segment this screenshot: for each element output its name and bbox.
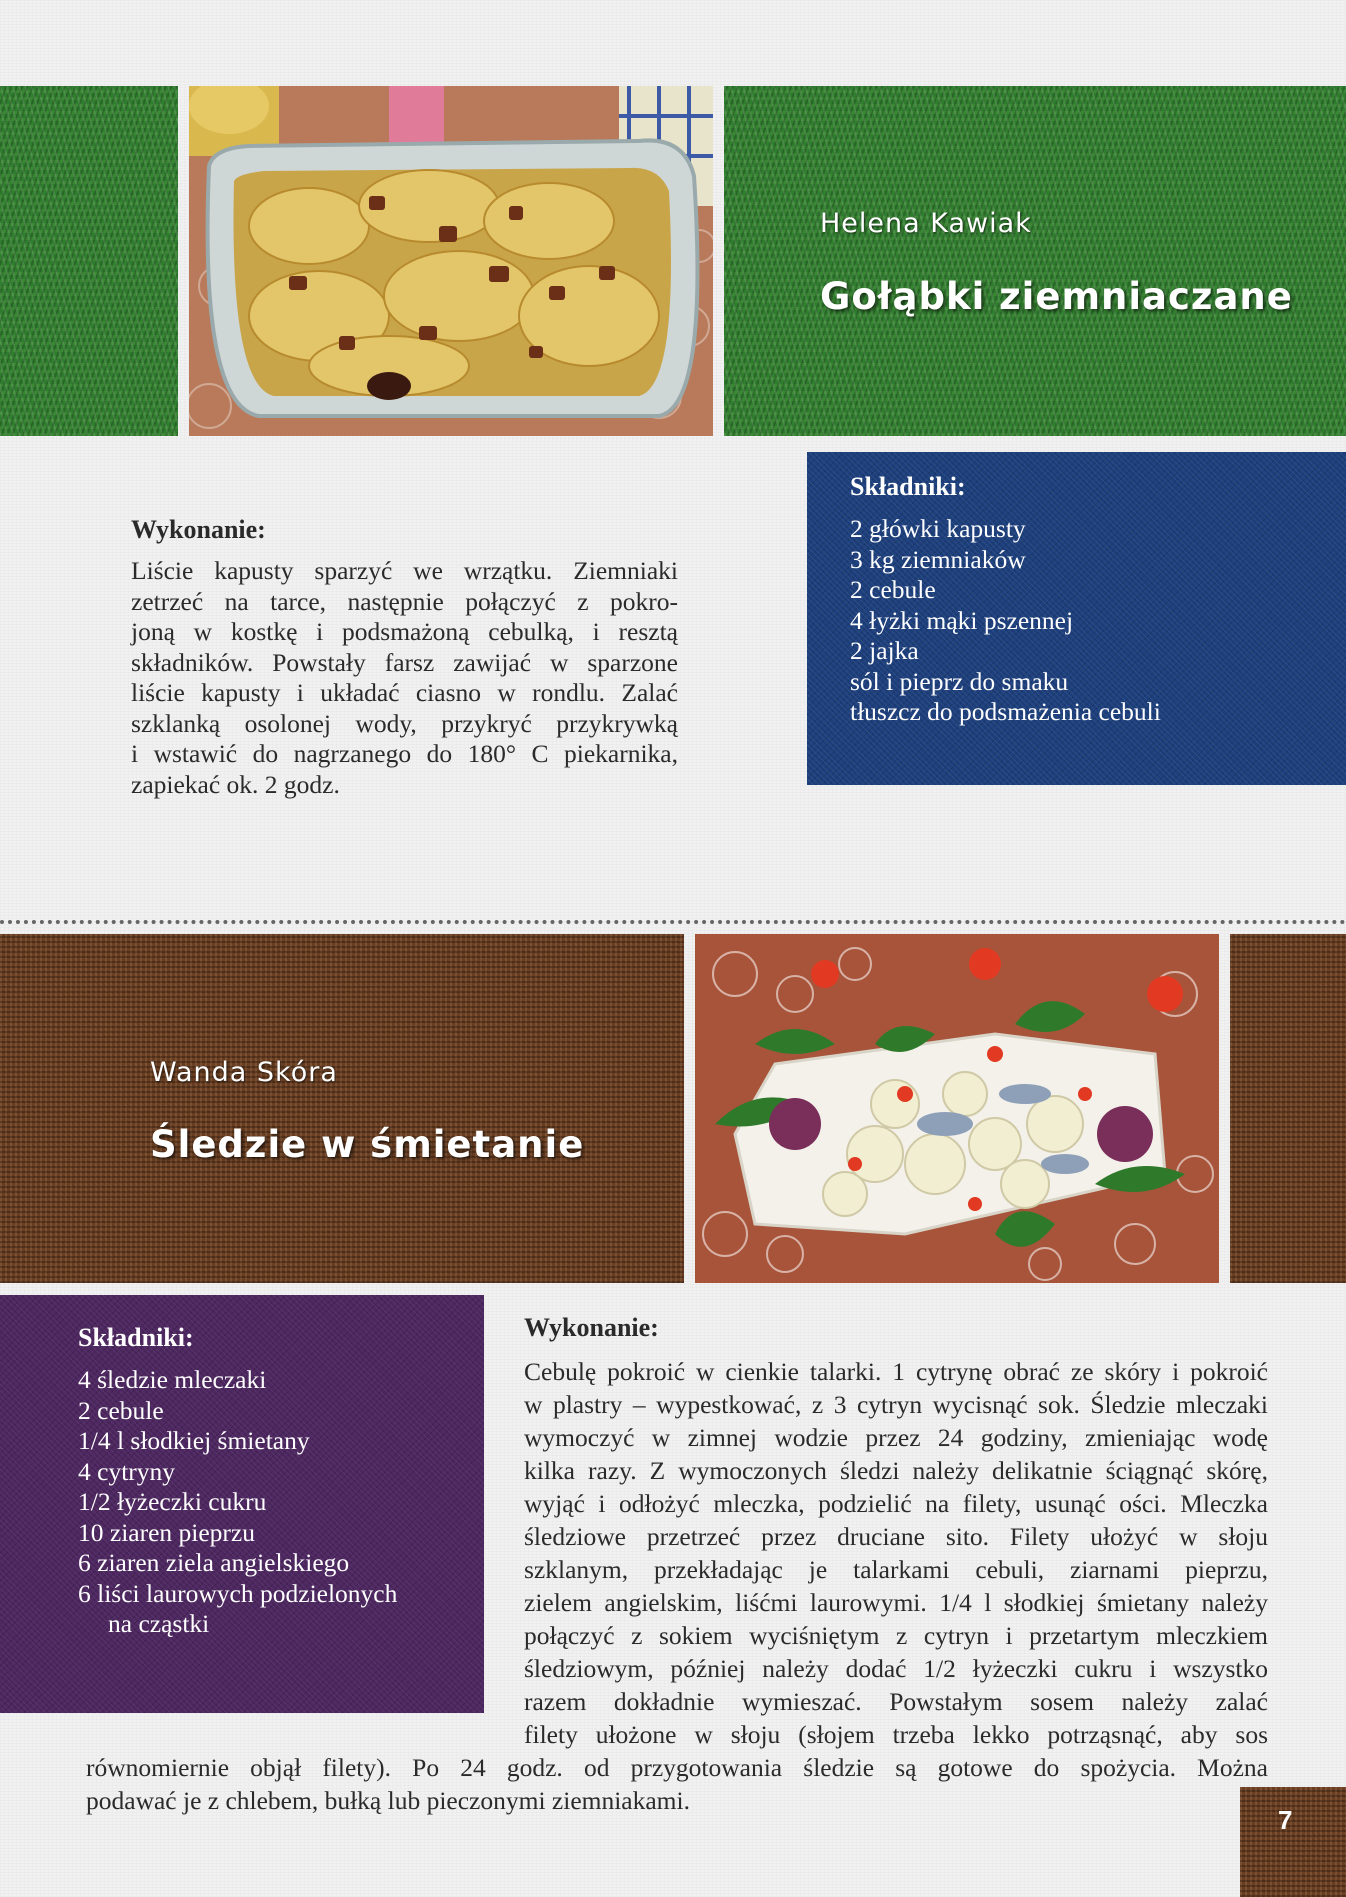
- ingredient-item: 2 cebule: [850, 575, 936, 604]
- method-line: zapiekać ok. 2 godz.: [131, 769, 340, 799]
- ingredient-item: 1/4 l słodkiej śmietany: [78, 1426, 310, 1455]
- ingredient-item: 4 śledzie mleczaki: [78, 1365, 267, 1394]
- method-line: zetrzeć na tarce, następnie połączyć z pokro-: [131, 586, 678, 616]
- method-line: śledziowe przetrzeć przez druciane sito. Filety ułożyć w słoju: [524, 1522, 1268, 1551]
- recipe1-author: Helena Kawiak: [820, 208, 1032, 239]
- method-line: podawać je z chlebem, bułką lub pieczonymi ziemniakami.: [86, 1786, 690, 1815]
- recipe2-ingredients-list: [78, 1365, 397, 1640]
- recipe1-ingredients-list: [850, 514, 1161, 728]
- recipe1-method-text: [131, 556, 678, 800]
- section-divider: [0, 920, 1346, 924]
- recipe2-author: Wanda Skóra: [150, 1057, 338, 1088]
- recipe2-method-text: [524, 1355, 1268, 1751]
- ingredient-item: 3 kg ziemniaków: [850, 544, 1026, 574]
- method-line: równomiernie objął filety). Po 24 godz. od przygotowania śledzie są gotowe do spożycia. Można: [86, 1753, 1268, 1782]
- ingredient-item: tłuszcz do podsmażenia cebuli: [850, 697, 1161, 726]
- header-texture-right-2: [1230, 934, 1346, 1283]
- recipe2-title: Śledzie w śmietanie: [150, 1123, 585, 1166]
- method-line: szklanym, przekładając je talarkami cebuli, ziarnami pieprzu,: [524, 1555, 1268, 1584]
- method-line: szklanką osolonej wody, przykryć przykrywką: [131, 708, 678, 738]
- header-texture-left: [0, 86, 178, 436]
- recipe1-ingredients-box: [807, 452, 1346, 785]
- recipe2-method-tail: [86, 1751, 1268, 1817]
- method-line: liście kapusty i układać ciasno w rondlu. Zalać: [131, 678, 678, 707]
- method-line: i wstawić do nagrzanego do 180° C piekarnika,: [131, 739, 678, 768]
- method-line: zielem angielskim, liśćmi laurowymi. 1/4 l słodkiej śmietany należy: [524, 1588, 1268, 1617]
- recipe2-ingredients-heading: Składniki:: [78, 1323, 194, 1352]
- herring-platter-photo-icon: [695, 934, 1219, 1283]
- ingredient-item: 2 jajka: [850, 636, 919, 665]
- ingredient-item: 4 cytryny: [78, 1456, 176, 1486]
- recipe1-title: Gołąbki ziemniaczane: [820, 275, 1293, 318]
- header-texture-left-2: [0, 934, 684, 1283]
- page-number: 7: [1278, 1805, 1293, 1835]
- method-line: śledziowym, później należy dodać 1/2 łyżeczki cukru i wszystko: [524, 1654, 1268, 1683]
- recipe2-ingredients-box: [0, 1295, 484, 1713]
- method-line: połączyć z sokiem wyciśniętym z cytryn i przetartym mleczkiem: [524, 1621, 1268, 1650]
- recipe1-photo: [189, 86, 713, 436]
- ingredient-item: sól i pieprz do smaku: [850, 666, 1069, 696]
- method-line: wymoczyć w zimnej wodzie przez 24 godziny, zmieniając wodę: [524, 1423, 1268, 1452]
- ingredient-item: 10 ziaren pieprzu: [78, 1517, 255, 1547]
- ingredient-item: 2 cebule: [78, 1395, 164, 1425]
- ingredient-item: 1/2 łyżeczki cukru: [78, 1487, 267, 1516]
- method-line: Liście kapusty sparzyć we wrzątku. Ziemniaki: [131, 556, 678, 585]
- method-line: Cebulę pokroić w cienkie talarki. 1 cytrynę obrać ze skóry i pokroić: [524, 1357, 1268, 1386]
- ingredient-item: na cząstki: [108, 1609, 210, 1638]
- ingredient-item: 6 ziaren ziela angielskiego: [78, 1548, 350, 1577]
- method-line: w plastry – wypestkować, z 3 cytryn wycisnąć sok. Śledzie mleczaki: [524, 1390, 1268, 1419]
- recipe2-method-heading: Wykonanie:: [524, 1313, 659, 1342]
- method-line: joną w kostkę i podsmażoną cebulką, i resztą: [131, 617, 678, 646]
- page-number-box: [1240, 1787, 1346, 1897]
- method-line: razem dokładnie wymieszać. Powstałym sosem należy zalać: [524, 1687, 1268, 1716]
- recipe2-photo: [695, 934, 1219, 1283]
- recipe1-ingredients-heading: Składniki:: [850, 472, 966, 501]
- method-line: kilka razy. Z wymoczonych śledzi należy delikatnie ściągnąć skórę,: [524, 1456, 1268, 1485]
- ingredient-item: 4 łyżki mąki pszennej: [850, 605, 1074, 635]
- ingredient-item: 6 liści laurowych podzielonych: [78, 1578, 398, 1608]
- method-line: filety ułożone w słoju (słojem trzeba lekko potrząsnąć, aby sos: [524, 1720, 1268, 1749]
- method-line: składników. Powstały farsz zawijać w sparzone: [131, 647, 678, 677]
- potato-cabbage-rolls-photo-icon: [189, 86, 713, 436]
- ingredient-item: 2 główki kapusty: [850, 514, 1026, 543]
- method-line: wyjąć i odłożyć mleczka, podzielić na filety, usunąć ości. Mleczka: [524, 1489, 1268, 1518]
- header-texture-right: [724, 86, 1346, 436]
- recipe1-method-heading: Wykonanie:: [131, 515, 266, 544]
